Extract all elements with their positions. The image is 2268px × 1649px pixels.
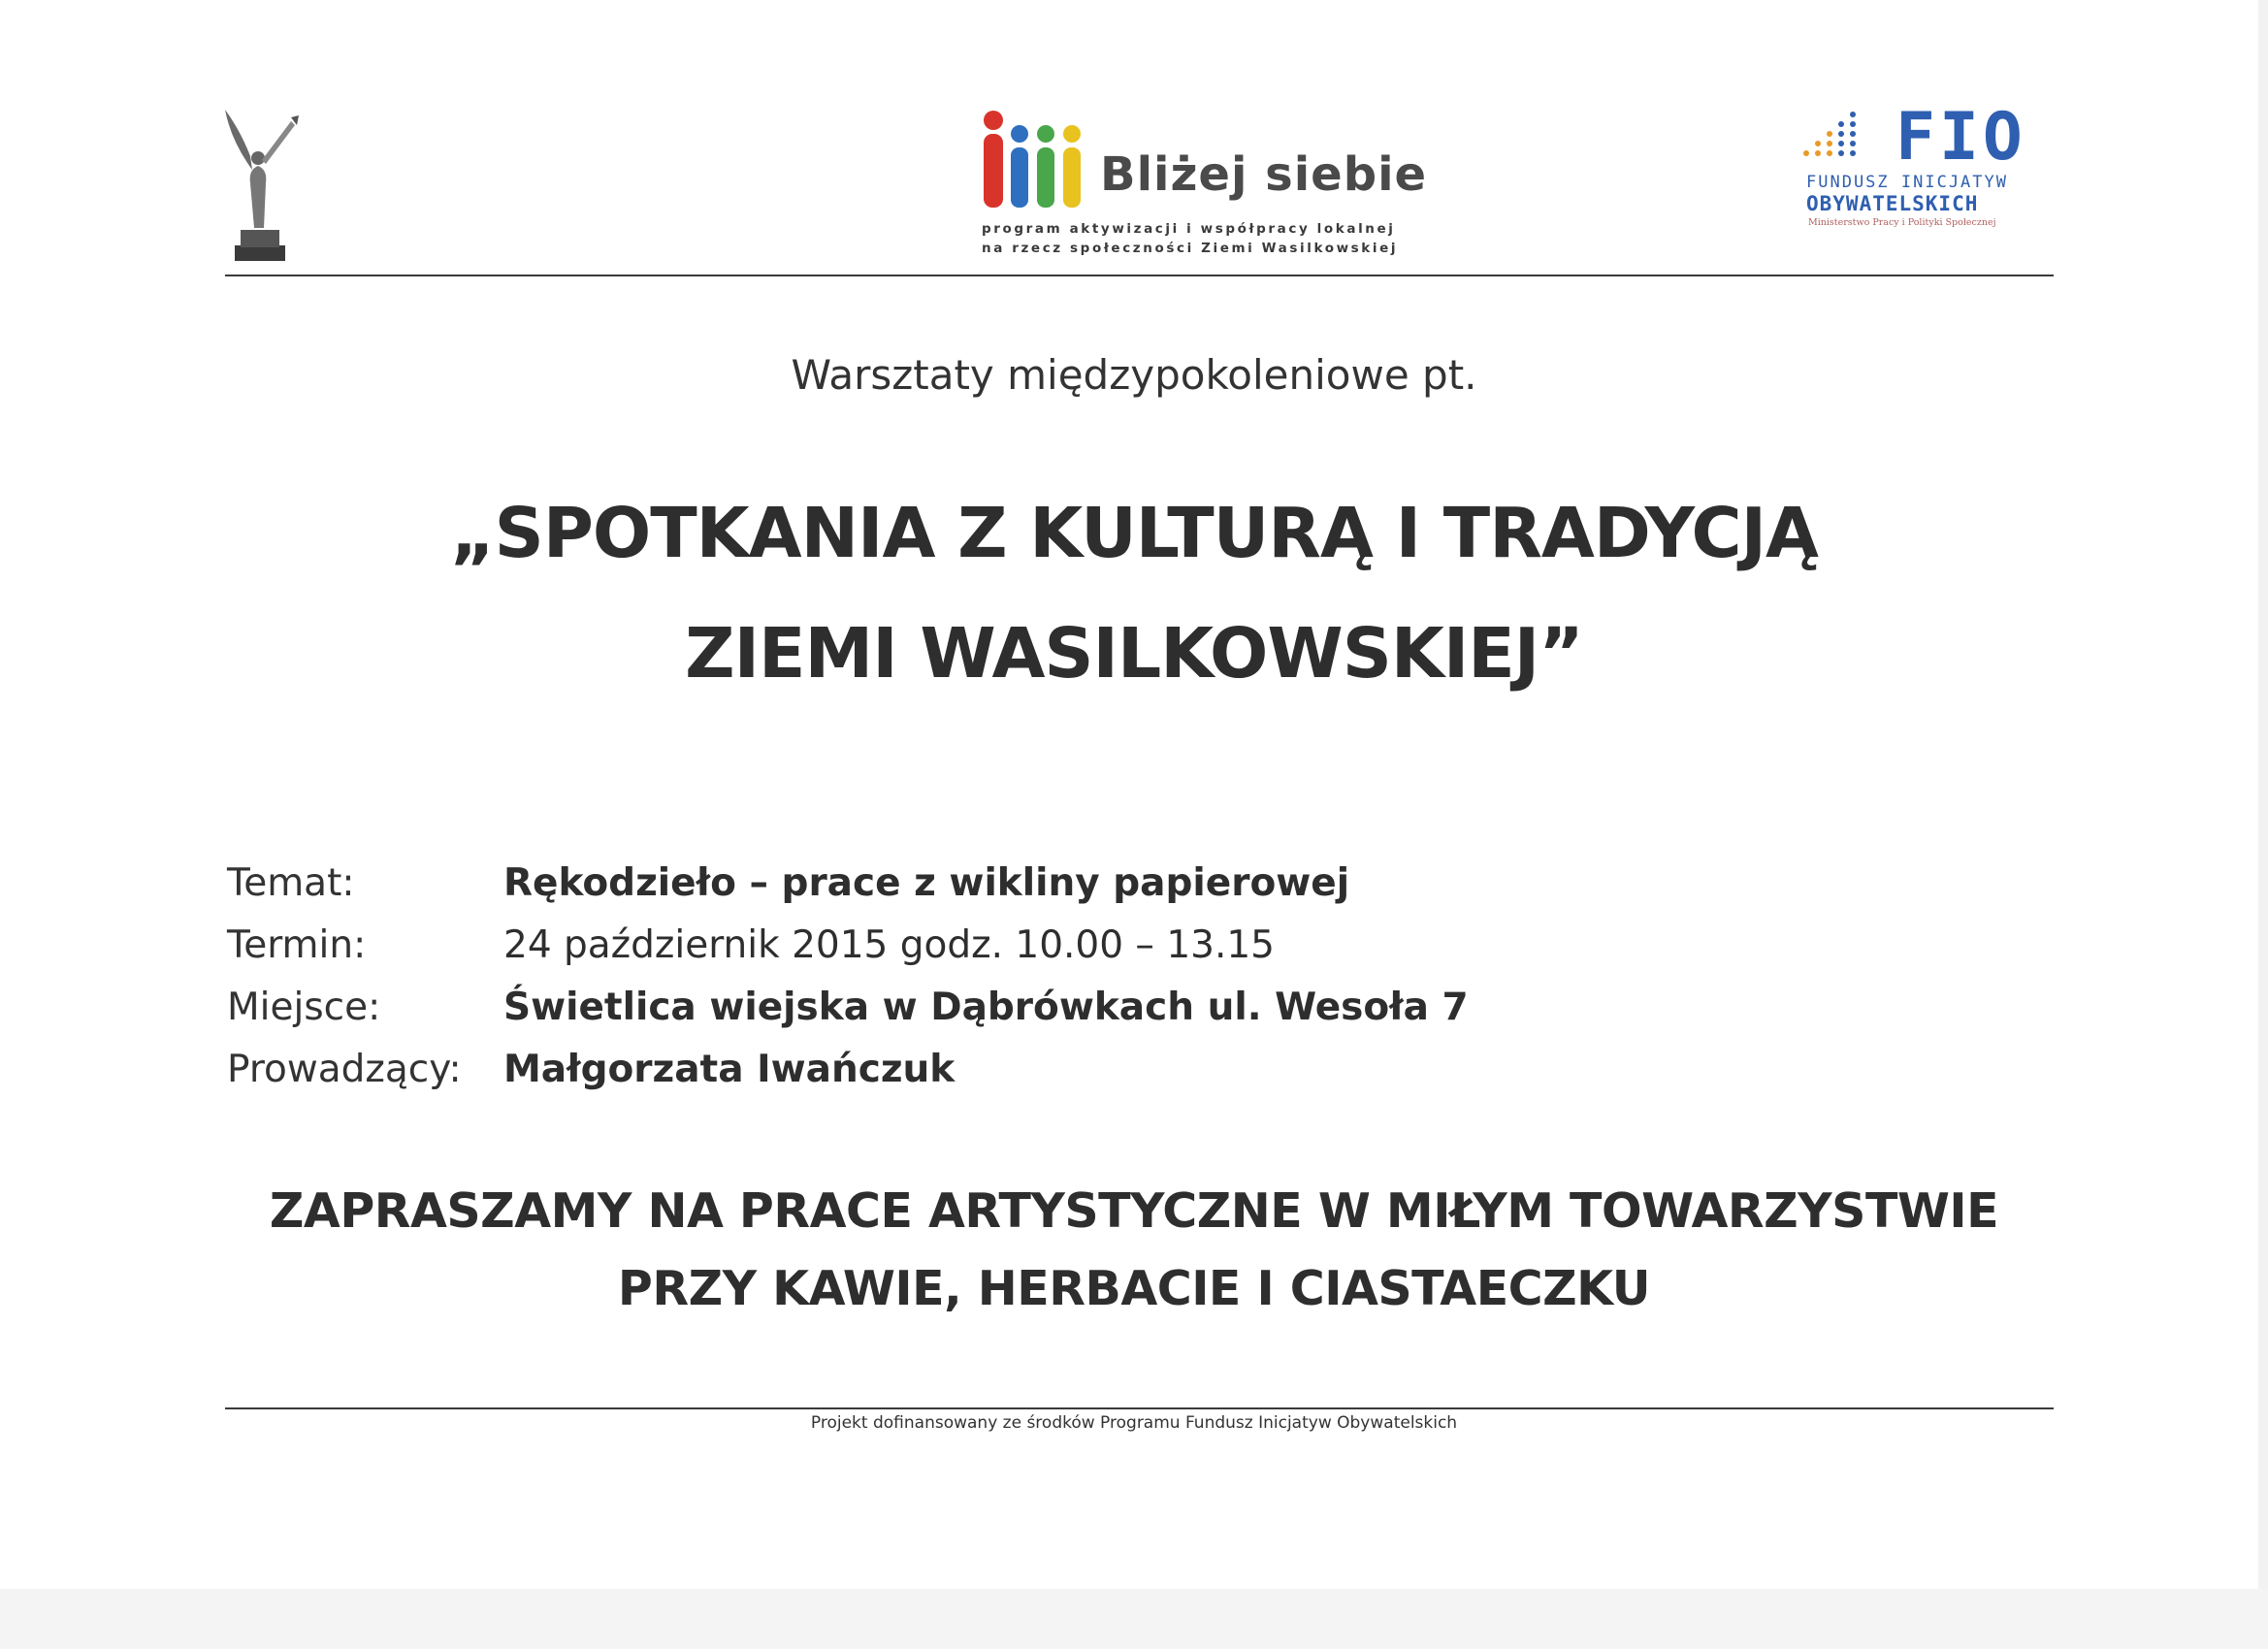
logo-brand-name: Bliżej siebie bbox=[1100, 147, 1428, 202]
detail-row-topic bbox=[227, 861, 2070, 920]
fio-wordmark: FIO bbox=[1895, 99, 2026, 176]
funding-note: Projekt dofinansowany ze środków Programu Fundusz Inicjatyw Obywatelskich bbox=[810, 1413, 1458, 1433]
invitation-line: ZAPRASZAMY NA PRACE ARTYSTYCZNE W MIŁYM TOWARZYSTWIE bbox=[269, 1183, 1999, 1239]
detail-label: Termin: bbox=[227, 923, 367, 967]
detail-value: Rękodzieło – prace z wikliny papierowej bbox=[503, 861, 1350, 905]
detail-row-date bbox=[227, 923, 2070, 982]
logo-tagline: program aktywizacji i współpracy lokalnej bbox=[982, 221, 1396, 237]
detail-label: Miejsce: bbox=[227, 986, 381, 1029]
fio-logo bbox=[1802, 99, 2026, 239]
detail-label: Prowadzący: bbox=[227, 1048, 462, 1091]
event-subtitle: Warsztaty międzypokoleniowe pt. bbox=[791, 351, 1477, 399]
blizej-siebie-logo bbox=[980, 109, 1426, 264]
scan-edge bbox=[2258, 0, 2268, 1649]
header-divider bbox=[225, 275, 2054, 276]
logo-tagline: na rzecz społeczności Ziemi Wasilkowskiej bbox=[982, 241, 1399, 256]
event-title-line: „SPOTKANIA Z KULTURĄ I TRADYCJĄ bbox=[450, 493, 1818, 573]
detail-label: Temat: bbox=[227, 861, 355, 905]
people-figures-icon bbox=[980, 109, 1086, 210]
angel-statue-icon bbox=[221, 102, 299, 265]
fio-line: OBYWATELSKICH bbox=[1806, 192, 1979, 215]
scan-edge bbox=[0, 1589, 2268, 1649]
detail-value: Małgorzata Iwańczuk bbox=[503, 1048, 956, 1091]
detail-row-host bbox=[227, 1048, 2070, 1106]
fio-ministry: Ministerstwo Pracy i Polityki Społecznej bbox=[1808, 217, 1996, 228]
invitation-line: PRZY KAWIE, HERBACIE I CIASTAECZKU bbox=[617, 1261, 1651, 1316]
detail-value: Świetlica wiejska w Dąbrówkach ul. Wesoła 7 bbox=[503, 986, 1469, 1029]
detail-row-place bbox=[227, 986, 2070, 1044]
dot-bars-icon bbox=[1802, 103, 1866, 159]
fio-line: FUNDUSZ INICJATYW bbox=[1806, 173, 2008, 192]
event-title-line: ZIEMI WASILKOWSKIEJ” bbox=[685, 613, 1583, 694]
detail-value: 24 październik 2015 godz. 10.00 – 13.15 bbox=[503, 923, 1275, 967]
footer-divider bbox=[225, 1407, 2054, 1409]
